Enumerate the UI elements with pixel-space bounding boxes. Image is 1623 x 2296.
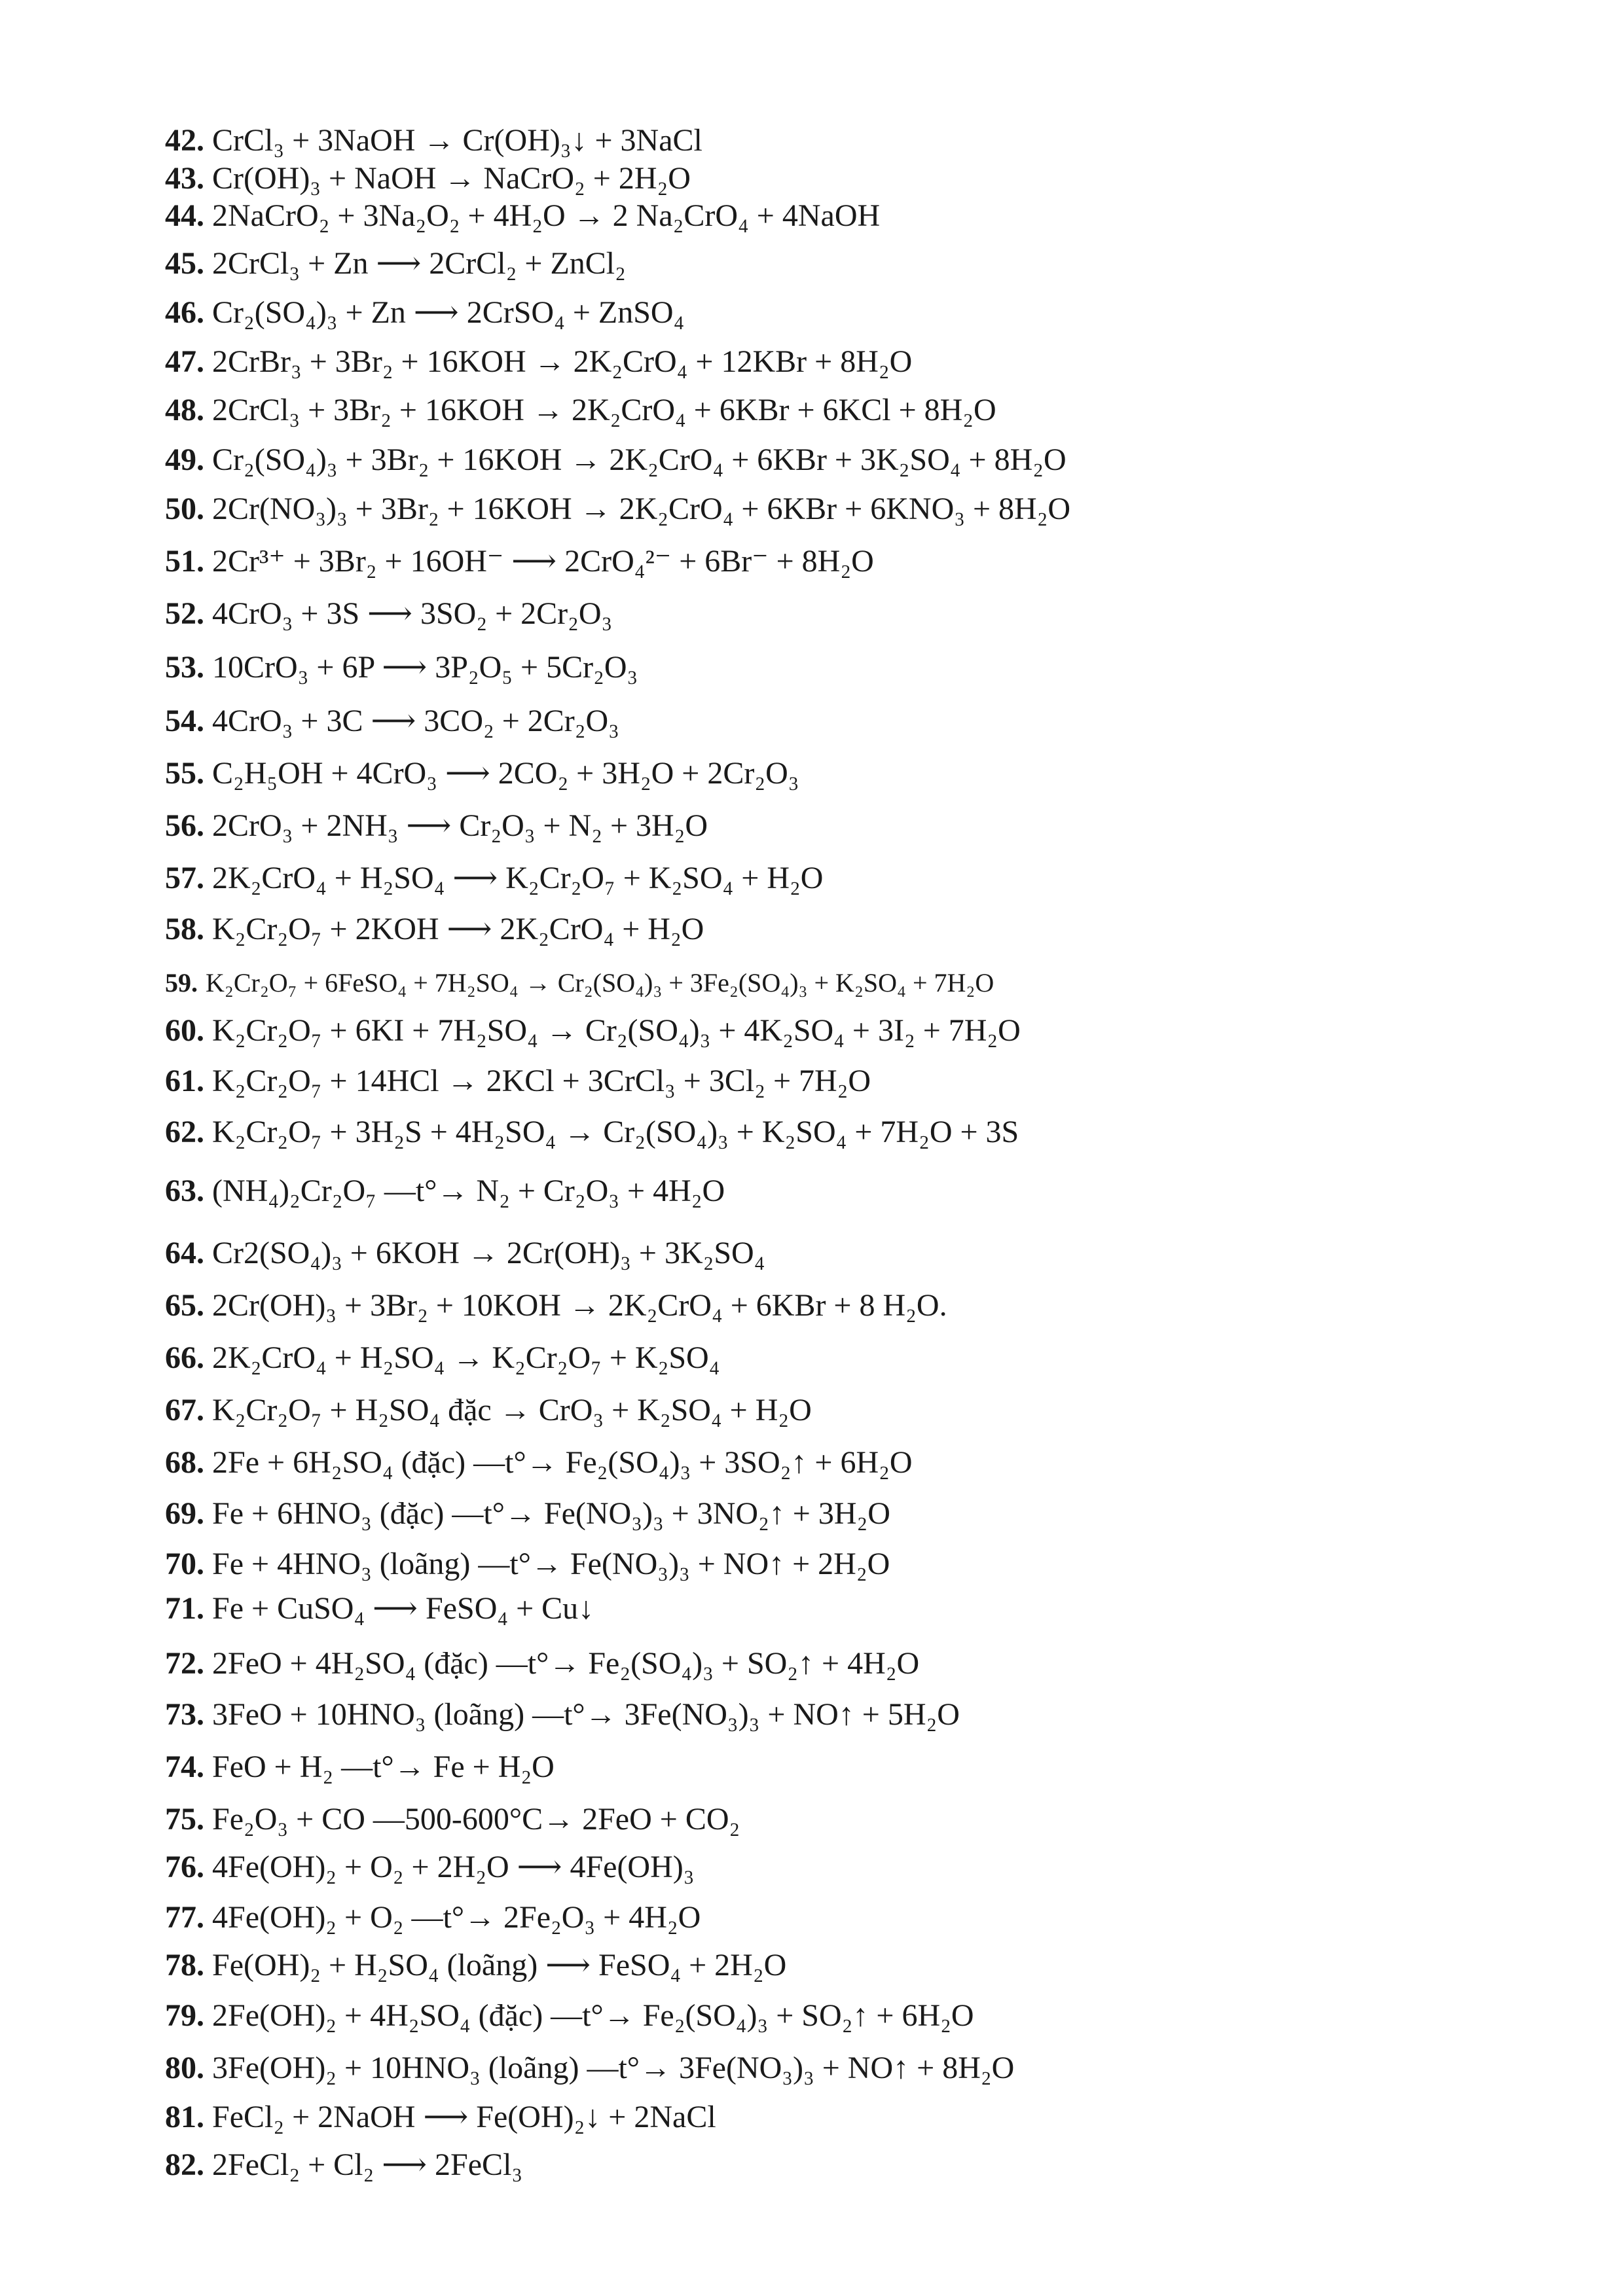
equation-77: 77. 4Fe(OH)₂ + O₂ —t°→ 2Fe₂O₃ + 4H₂O: [165, 1900, 701, 1935]
equation-78: 78. Fe(OH)₂ + H₂SO₄ (loãng) ⟶ FeSO₄ + 2H₂O: [165, 1948, 787, 1982]
equation-75: 75. Fe₂O₃ + CO —500-600°C→ 2FeO + CO₂: [165, 1802, 740, 1837]
equation-55: 55. C₂H₅OH + 4CrO₃ ⟶ 2CO₂ + 3H₂O + 2Cr₂O₃: [165, 756, 799, 791]
equation-48: 48. 2CrCl₃ + 3Br₂ + 16KOH → 2K₂CrO₄ + 6KBr + 6KCl + 8H₂O: [165, 393, 996, 427]
equation-51: 51. 2Cr³⁺ + 3Br₂ + 16OH⁻ ⟶ 2CrO₄²⁻ + 6Br⁻ + 8H₂O: [165, 544, 874, 579]
equation-62: 62. K₂Cr₂O₇ + 3H₂S + 4H₂SO₄ → Cr₂(SO₄)₃ + K₂SO₄ + 7H₂O + 3S: [165, 1115, 1019, 1149]
equation-42: 42. CrCl₃ + 3NaOH → Cr(OH)₃↓ + 3NaCl: [165, 123, 702, 158]
equation-71: 71. Fe + CuSO₄ ⟶ FeSO₄ + Cu↓: [165, 1591, 594, 1626]
equation-60: 60. K₂Cr₂O₇ + 6KI + 7H₂SO₄ → Cr₂(SO₄)₃ + 4K₂SO₄ + 3I₂ + 7H₂O: [165, 1013, 1021, 1048]
equation-61: 61. K₂Cr₂O₇ + 14HCl → 2KCl + 3CrCl₃ + 3Cl₂ + 7H₂O: [165, 1064, 871, 1098]
equation-46: 46. Cr₂(SO₄)₃ + Zn ⟶ 2CrSO₄ + ZnSO₄: [165, 295, 685, 330]
equation-80: 80. 3Fe(OH)₂ + 10HNO₃ (loãng) —t°→ 3Fe(NO₃)₃ + NO↑ + 8H₂O: [165, 2051, 1015, 2085]
equation-64: 64. Cr2(SO₄)₃ + 6KOH → 2Cr(OH)₃ + 3K₂SO₄: [165, 1236, 765, 1270]
equation-58: 58. K₂Cr₂O₇ + 2KOH ⟶ 2K₂CrO₄ + H₂O: [165, 912, 704, 946]
equation-67: 67. K₂Cr₂O₇ + H₂SO₄ đặc → CrO₃ + K₂SO₄ + H₂O: [165, 1393, 812, 1427]
equation-69: 69. Fe + 6HNO₃ (đặc) —t°→ Fe(NO₃)₃ + 3NO₂↑ + 3H₂O: [165, 1496, 890, 1531]
equation-68: 68. 2Fe + 6H₂SO₄ (đặc) —t°→ Fe₂(SO₄)₃ + 3SO₂↑ + 6H₂O: [165, 1445, 913, 1480]
equation-56: 56. 2CrO₃ + 2NH₃ ⟶ Cr₂O₃ + N₂ + 3H₂O: [165, 808, 708, 843]
equation-72: 72. 2FeO + 4H₂SO₄ (đặc) —t°→ Fe₂(SO₄)₃ + SO₂↑ + 4H₂O: [165, 1646, 920, 1681]
equation-74: 74. FeO + H₂ —t°→ Fe + H₂O: [165, 1749, 555, 1784]
equation-54: 54. 4CrO₃ + 3C ⟶ 3CO₂ + 2Cr₂O₃: [165, 704, 619, 738]
equation-57: 57. 2K₂CrO₄ + H₂SO₄ ⟶ K₂Cr₂O₇ + K₂SO₄ + H₂O: [165, 861, 824, 895]
equation-70: 70. Fe + 4HNO₃ (loãng) —t°→ Fe(NO₃)₃ + NO↑ + 2H₂O: [165, 1547, 890, 1581]
equation-52: 52. 4CrO₃ + 3S ⟶ 3SO₂ + 2Cr₂O₃: [165, 596, 613, 631]
equation-44: 44. 2NaCrO₂ + 3Na₂O₂ + 4H₂O → 2 Na₂CrO₄ + 4NaOH: [165, 198, 881, 233]
equation-59: 59. K₂Cr₂O₇ + 6FeSO₄ + 7H₂SO₄ → Cr₂(SO₄)₃ + 3Fe₂(SO₄)₃ + K₂SO₄ + 7H₂O: [165, 968, 994, 997]
equation-81: 81. FeCl₂ + 2NaOH ⟶ Fe(OH)₂↓ + 2NaCl: [165, 2100, 716, 2134]
equation-73: 73. 3FeO + 10HNO₃ (loãng) —t°→ 3Fe(NO₃)₃ + NO↑ + 5H₂O: [165, 1697, 960, 1732]
equation-53: 53. 10CrO₃ + 6P ⟶ 3P₂O₅ + 5Cr₂O₃: [165, 650, 638, 685]
equation-43: 43. Cr(OH)₃ + NaOH → NaCrO₂ + 2H₂O: [165, 161, 691, 196]
equation-76: 76. 4Fe(OH)₂ + O₂ + 2H₂O ⟶ 4Fe(OH)₃: [165, 1850, 695, 1884]
equation-65: 65. 2Cr(OH)₃ + 3Br₂ + 10KOH → 2K₂CrO₄ + 6KBr + 8 H₂O.: [165, 1288, 947, 1323]
equation-82: 82. 2FeCl₂ + Cl₂ ⟶ 2FeCl₃: [165, 2147, 523, 2182]
equation-66: 66. 2K₂CrO₄ + H₂SO₄ → K₂Cr₂O₇ + K₂SO₄: [165, 1340, 720, 1375]
equation-45: 45. 2CrCl₃ + Zn ⟶ 2CrCl₂ + ZnCl₂: [165, 246, 626, 281]
equation-79: 79. 2Fe(OH)₂ + 4H₂SO₄ (đặc) —t°→ Fe₂(SO₄)₃ + SO₂↑ + 6H₂O: [165, 1998, 974, 2033]
equation-47: 47. 2CrBr₃ + 3Br₂ + 16KOH → 2K₂CrO₄ + 12KBr + 8H₂O: [165, 344, 913, 379]
equation-50: 50. 2Cr(NO₃)₃ + 3Br₂ + 16KOH → 2K₂CrO₄ + 6KBr + 6KNO₃ + 8H₂O: [165, 492, 1071, 526]
equation-49: 49. Cr₂(SO₄)₃ + 3Br₂ + 16KOH → 2K₂CrO₄ + 6KBr + 3K₂SO₄ + 8H₂O: [165, 442, 1067, 477]
equation-63: 63. (NH₄)₂Cr₂O₇ —t°→ N₂ + Cr₂O₃ + 4H₂O: [165, 1174, 725, 1208]
